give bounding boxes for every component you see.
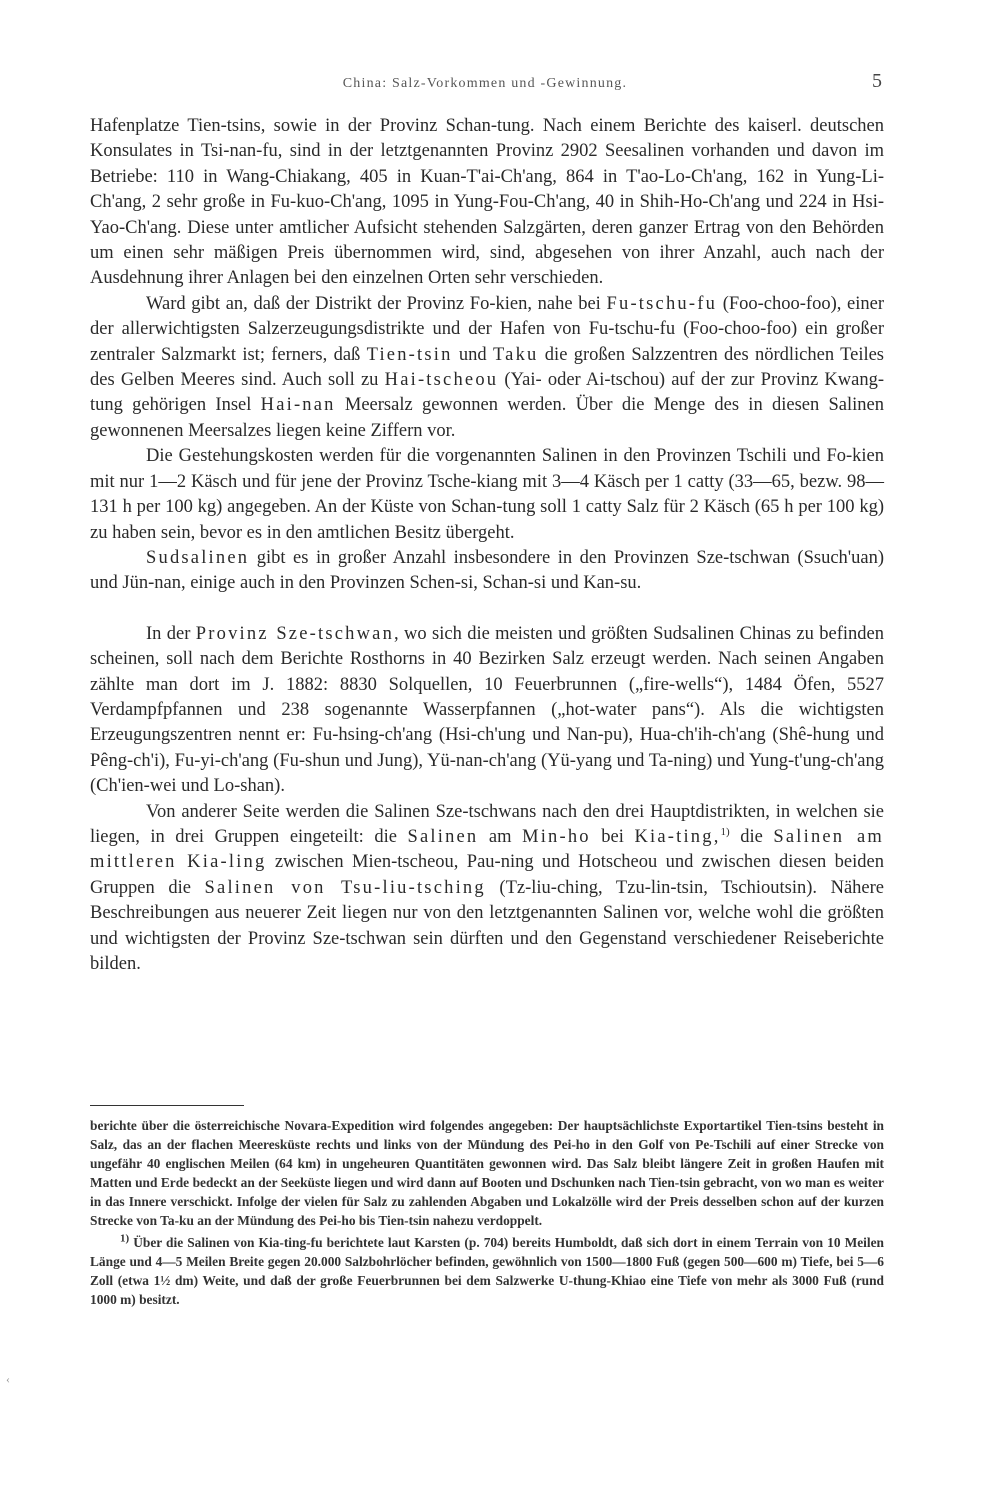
text-run: und bbox=[452, 344, 493, 365]
footnote-separator bbox=[90, 1105, 244, 1106]
text-run: In der bbox=[146, 623, 196, 644]
footnote-marker: 1) bbox=[120, 1232, 130, 1245]
paragraph: Die Gestehungskosten werden für die vorgenannten Salinen in den Provinzen Tschili und Fo-kien mit nur 1—2 Käsch und für jene der Provinz Tsche-kiang mit 3—4 Käsch per 1 catty (33—65, bezw. 98—131 h per 100 kg) angegeben. An der Küste von Schan-tung soll 1 catty Salz für 2 Käsch (65 h per 100 kg) zu haben sein, bevor es in den amtlichen Besitz übergeht. bbox=[90, 446, 884, 543]
emphasized-place-name: Hai-nan bbox=[260, 395, 336, 416]
paragraph bbox=[90, 546, 884, 597]
text-run: (Yai- oder Ai-tschou) auf der zur Provinz Kwang-tung gehörigen Insel bbox=[90, 370, 884, 416]
emphasized-place-name: Provinz Sze-tschwan bbox=[195, 623, 395, 644]
text-run: Ward gibt an, daß der Distrikt der Provinz Fo-kien, nahe bei bbox=[146, 293, 607, 314]
emphasized-place-name: Taku bbox=[492, 344, 539, 365]
paragraph: Hafenplatze Tien-tsins, sowie in der Provinz Schan-tung. Nach einem Berichte des kaiserl. deutschen Konsulates in Tsi-nan-fu, sind in der letztgenannten Provinz 2902 Seesalinen vorhanden und davon im Betriebe: 110 in Wang-Chiakang, 405 in Kuan-T'ai-Ch'ang, 864 in T'ao-Lo-Ch'ang, 162 in Yung-Li-Ch'ang, 2 sehr große in Fu-kuo-Ch'ang, 1095 in Yung-Fou-Ch'ang, 40 in Shih-Ho-Ch'ang und 224 in Hsi-Yao-Ch'ang. Diese unter amtlicher Aufsicht stehenden Salzgärten, deren ganzer Ertrag von den Behörden um einen sehr mäßigen Preis übernommen wird, sind, abgesehen von ihrer Anzahl, auch nach der Ausdehnung ihrer Anlagen bei den einzelnen Orten sehr verschieden. bbox=[90, 116, 884, 289]
paragraph bbox=[90, 622, 884, 800]
emphasized-term: Salinen von Tsu-liu-tsching bbox=[204, 877, 486, 898]
emphasized-term: Salinen am mittleren Kia-ling bbox=[90, 826, 884, 873]
page-number: 5 bbox=[872, 70, 882, 92]
text-run: zwischen Mien-tscheou, Pau-ning und Hotscheou und zwischen diesen beiden Gruppen die bbox=[90, 852, 884, 898]
footnote-reference[interactable]: 1) bbox=[720, 825, 730, 838]
text-run: bei bbox=[590, 826, 635, 847]
main-text bbox=[90, 114, 884, 977]
paragraph bbox=[90, 292, 884, 444]
paragraph bbox=[90, 800, 884, 978]
text-run: am bbox=[478, 826, 523, 847]
text-run: Meersalz gewonnen werden. Über die Menge des in diesen Salinen gewonnenen Meersalzes liegen keine Ziffern vor. bbox=[90, 395, 884, 441]
emphasized-place-name: Fu-tschu-fu bbox=[606, 293, 718, 314]
text-run: gibt es in großer Anzahl insbesondere in den Provinzen Sze-tschwan (Ssuch'uan) und Jün-nan, einige auch in den Provinzen Schen-si, Schan-si und Kan-su. bbox=[90, 547, 884, 594]
emphasized-term: Salinen bbox=[407, 826, 479, 847]
footnotes bbox=[90, 1116, 884, 1309]
text-run: (Tz-liu-ching, Tzu-lin-tsin, Tschioutsin). Nähere Beschreibungen aus neuerer Zeit liegen nur von den letztgenannten Salinen vor, welche wohl die größten und wichtigsten der Provinz Sze-tschwan sein dürften und den Gegenstand verschiedener Reiseberichte bilden. bbox=[90, 877, 884, 974]
paper-mark: ‹ bbox=[6, 1372, 10, 1386]
running-title: China: Salz-Vorkommen und -Gewinnung. bbox=[342, 76, 628, 91]
footnote-text: Über die Salinen von Kia-ting-fu berichtete laut Karsten (p. 704) bereits Humboldt, daß sich dort in einem Terrain von 10 Meilen Länge und 4—5 Meilen Breite gegen 20.000 Salzbohrlöcher befinden, gewöhnlich von 1500—1800 Fuß (gegen 500—600 m) Tiefe, bei 5—6 Zoll (etwa 1½ dm) Weite, und daß der große Feuerbrunnen bei dem Salzwerke U-thung-Khiao eine Tiefe von mehr als 3000 Fuß (rund 1000 m) besitzt. bbox=[90, 1234, 884, 1307]
emphasized-place-name: Tien-tsin bbox=[366, 344, 453, 365]
emphasized-place-name: Kia-ting, bbox=[634, 826, 721, 847]
emphasized-place-name: Hai-tscheou bbox=[384, 370, 499, 391]
emphasized-term: Sudsalinen bbox=[146, 547, 250, 568]
text-run: (Foo-choo-foo), einer der allerwichtigsten Salzerzeugungsdistrikte und der Hafen von Fu-tschu-fu (Foo-choo-foo) ein großer zentraler Salzmarkt ist; ferners, daß bbox=[90, 293, 885, 365]
text-run: die bbox=[729, 826, 774, 847]
footnote-continuation: berichte über die österreichische Novara-Expedition wird folgendes angegeben: Der hauptsächlichste Exportartikel Tien-tsins besteht in Salz, das an der flachen Meeresküste rechts und links von der Mündung des Pei-ho in den Golf von Pe-Tschili auf einer Strecke von ungefähr 40 englischen Meilen (64 km) in ungeheuren Quantitäten gewonnen wird. Das Salz bleibt längere Zeit in großen Haufen mit Matten und Erde bedeckt an der Seeküste liegen und wird dann auf Booten und Dschunken nach Tien-tsin gebracht, von wo man es weiter in das Innere verschickt. Infolge der vielen für Salz zu zahlenden Abgaben und Lokalzölle wird der Preis desselben schon auf der kurzen Strecke von Ta-ku an der Mündung des Pei-ho bis Tien-tsin nahezu verdoppelt. bbox=[90, 1118, 884, 1229]
text-run: , wo sich die meisten und größten Sudsalinen Chinas zu befinden scheinen, soll nach dem Berichte Rosthorns in 40 Bezirken Salz erzeugt werden. Nach seinen Angaben zählte man dort im J. 1882: 8830 Solquellen, 10 Feuerbrunnen („fire-wells“), 1484 Öfen, 5527 Verdampfpfannen und 238 sogenannte Wasserpfannen („hot-water pans“). Als die wichtigsten Erzeugungszentren nennt er: Fu-hsing-ch'ang (Hsi-ch'ung und Nan-pu), Hua-ch'ih-ch'ang (Shê-hung und Pêng-ch'i), Fu-yi-ch'ang (Fu-shun und Jung), Yü-nan-ch'ang (Yü-yang und Ta-ning) und Yung-t'ung-ch'ang (Ch'ien-wei und Lo-shan). bbox=[90, 623, 884, 797]
text-run: Von anderer Seite werden die Salinen Sze-tschwans nach den drei Hauptdistrikten, in welchen sie liegen, in drei Gruppen eingeteilt: die bbox=[90, 801, 884, 847]
footnote-1 bbox=[90, 1233, 884, 1309]
text-run: die großen Salzzentren des nördlichen Teiles des Gelben Meeres sind. Auch soll zu bbox=[90, 344, 885, 391]
emphasized-place-name: Min-ho bbox=[522, 826, 591, 847]
